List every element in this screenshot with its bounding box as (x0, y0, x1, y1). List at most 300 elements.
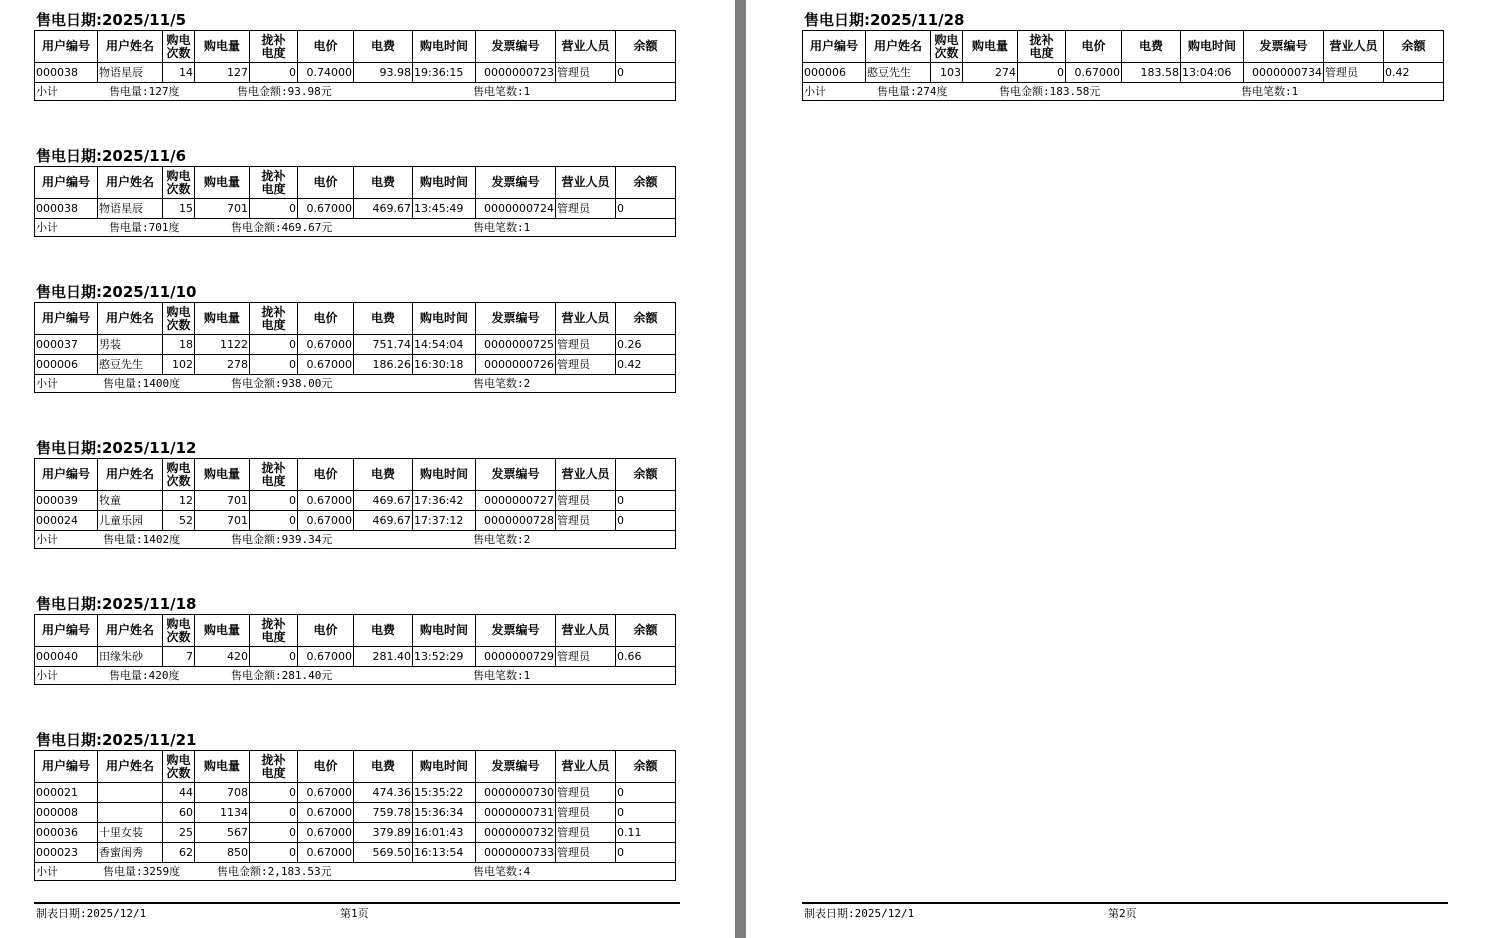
price-cell: 0.67000 (298, 199, 354, 219)
subtotal-cell (35, 667, 676, 685)
table-header-row (803, 31, 1444, 63)
header-subsidy (250, 615, 298, 647)
invoice-number-cell: 0000000732 (476, 823, 556, 843)
user-name-cell: 香蜜闺秀 (98, 843, 163, 863)
user-id-cell: 000039 (35, 491, 98, 511)
purchase-time-cell: 16:01:43 (413, 823, 476, 843)
header-user-name: 用户姓名 (98, 167, 163, 199)
header-balance: 余额 (616, 751, 676, 783)
purchase-time-cell: 13:04:06 (1181, 63, 1244, 83)
subtotal-money: 售电金额:469.67元 (231, 221, 333, 234)
header-operator: 营业人员 (556, 167, 616, 199)
header-fee: 电费 (354, 303, 413, 335)
table-row (35, 511, 676, 531)
sales-table (34, 614, 676, 685)
header-purchase-count (163, 615, 195, 647)
purchase-time-cell: 17:37:12 (413, 511, 476, 531)
invoice-number-cell: 0000000733 (476, 843, 556, 863)
header-purchase-amount: 购电量 (195, 615, 250, 647)
user-id-cell: 000037 (35, 335, 98, 355)
subtotal-row (35, 83, 676, 101)
header-text-line: 次数 (166, 629, 191, 644)
purchase-time-cell: 19:36:15 (413, 63, 476, 83)
header-text-line: 购电 (166, 752, 191, 767)
header-text-line: 电度 (261, 765, 286, 780)
header-operator: 营业人员 (556, 303, 616, 335)
balance-cell: 0.26 (616, 335, 676, 355)
price-cell: 0.67000 (298, 511, 354, 531)
header-fee: 电费 (354, 459, 413, 491)
invoice-number-cell: 0000000728 (476, 511, 556, 531)
table-header-row (35, 31, 676, 63)
purchase-count-cell: 18 (163, 335, 195, 355)
subtotal-count: 售电笔数:1 (1241, 85, 1299, 98)
user-id-cell: 000040 (35, 647, 98, 667)
subtotal-money: 售电金额:183.58元 (999, 85, 1101, 98)
section-date-title: 售电日期:2025/11/6 (36, 147, 187, 165)
header-subsidy (250, 459, 298, 491)
header-invoice-number: 发票编号 (476, 31, 556, 63)
sales-table (34, 458, 676, 549)
operator-cell: 管理员 (556, 647, 616, 667)
header-invoice-number: 发票编号 (476, 615, 556, 647)
header-price: 电价 (298, 615, 354, 647)
price-cell: 0.67000 (298, 843, 354, 863)
price-cell: 0.74000 (298, 63, 354, 83)
invoice-number-cell: 0000000729 (476, 647, 556, 667)
user-name-cell: 物语星辰 (98, 199, 163, 219)
purchase-time-cell: 17:36:42 (413, 491, 476, 511)
subsidy-cell: 0 (250, 783, 298, 803)
subtotal-money: 售电金额:939.34元 (231, 533, 333, 546)
header-balance: 余额 (616, 31, 676, 63)
user-id-cell: 000021 (35, 783, 98, 803)
subtotal-count: 售电笔数:1 (473, 221, 531, 234)
fee-cell: 759.78 (354, 803, 413, 823)
purchase-amount-cell: 567 (195, 823, 250, 843)
page-number: 第2页 (1108, 907, 1137, 920)
header-text-line: 电度 (261, 181, 286, 196)
invoice-number-cell: 0000000730 (476, 783, 556, 803)
sales-table (34, 166, 676, 237)
subsidy-cell: 0 (1018, 63, 1066, 83)
header-text-line: 购电 (934, 32, 959, 47)
purchase-count-cell: 7 (163, 647, 195, 667)
subtotal-cell (35, 83, 676, 101)
section-date-title: 售电日期:2025/11/21 (36, 731, 197, 749)
header-fee: 电费 (354, 615, 413, 647)
purchase-amount-cell: 274 (963, 63, 1018, 83)
user-name-cell: 田缘朱砂 (98, 647, 163, 667)
subtotal-energy: 售电量:420度 (109, 669, 180, 682)
header-text-line: 购电 (166, 304, 191, 319)
header-purchase-amount: 购电量 (195, 459, 250, 491)
header-subsidy (250, 303, 298, 335)
purchase-time-cell: 14:54:04 (413, 335, 476, 355)
header-subsidy (1018, 31, 1066, 63)
header-fee: 电费 (354, 167, 413, 199)
header-user-id: 用户编号 (35, 751, 98, 783)
purchase-time-cell: 15:36:34 (413, 803, 476, 823)
header-subsidy (250, 31, 298, 63)
balance-cell: 0 (616, 491, 676, 511)
header-user-id: 用户编号 (35, 459, 98, 491)
header-text-line: 拢补 (261, 304, 286, 319)
subtotal-count: 售电笔数:1 (473, 85, 531, 98)
header-balance: 余额 (616, 167, 676, 199)
header-price: 电价 (298, 751, 354, 783)
subtotal-count: 售电笔数:4 (473, 865, 531, 878)
user-id-cell: 000008 (35, 803, 98, 823)
invoice-number-cell: 0000000723 (476, 63, 556, 83)
purchase-amount-cell: 850 (195, 843, 250, 863)
header-invoice-number: 发票编号 (476, 167, 556, 199)
table-row (803, 63, 1444, 83)
user-id-cell: 000023 (35, 843, 98, 863)
table-row (35, 783, 676, 803)
subtotal-label: 小计 (36, 533, 58, 546)
purchase-amount-cell: 278 (195, 355, 250, 375)
header-price: 电价 (1066, 31, 1122, 63)
header-text-line: 电度 (1029, 45, 1054, 60)
fee-cell: 93.98 (354, 63, 413, 83)
header-fee: 电费 (354, 751, 413, 783)
purchase-amount-cell: 701 (195, 511, 250, 531)
purchase-time-cell: 13:52:29 (413, 647, 476, 667)
header-invoice-number: 发票编号 (476, 459, 556, 491)
header-operator: 营业人员 (1324, 31, 1384, 63)
purchase-count-cell: 52 (163, 511, 195, 531)
purchase-count-cell: 44 (163, 783, 195, 803)
fee-cell: 281.40 (354, 647, 413, 667)
fee-cell: 469.67 (354, 511, 413, 531)
user-name-cell: 牧童 (98, 491, 163, 511)
purchase-count-cell: 103 (931, 63, 963, 83)
report-date: 制表日期:2025/12/1 (804, 907, 915, 920)
report-date: 制表日期:2025/12/1 (36, 907, 147, 920)
purchase-count-cell: 12 (163, 491, 195, 511)
subtotal-energy: 售电量:127度 (109, 85, 180, 98)
header-invoice-number: 发票编号 (476, 303, 556, 335)
header-text-line: 拢补 (1029, 32, 1054, 47)
header-text-line: 拢补 (261, 460, 286, 475)
purchase-count-cell: 14 (163, 63, 195, 83)
subtotal-cell (35, 863, 676, 881)
header-purchase-time: 购电时间 (413, 459, 476, 491)
section-date-title: 售电日期:2025/11/28 (804, 11, 965, 29)
header-purchase-time: 购电时间 (413, 751, 476, 783)
purchase-time-cell: 13:45:49 (413, 199, 476, 219)
operator-cell: 管理员 (1324, 63, 1384, 83)
price-cell: 0.67000 (298, 803, 354, 823)
user-name-cell: 十里女装 (98, 823, 163, 843)
header-balance: 余额 (616, 459, 676, 491)
price-cell: 0.67000 (298, 783, 354, 803)
fee-cell: 186.26 (354, 355, 413, 375)
subtotal-row (35, 219, 676, 237)
header-user-id: 用户编号 (35, 31, 98, 63)
user-id-cell: 000006 (35, 355, 98, 375)
subtotal-row (35, 531, 676, 549)
header-purchase-amount: 购电量 (195, 303, 250, 335)
subtotal-energy: 售电量:1400度 (103, 377, 181, 390)
header-purchase-time: 购电时间 (413, 167, 476, 199)
subtotal-cell (35, 219, 676, 237)
operator-cell: 管理员 (556, 199, 616, 219)
table-row (35, 491, 676, 511)
header-user-id: 用户编号 (35, 167, 98, 199)
subtotal-money: 售电金额:2,183.53元 (217, 865, 332, 878)
price-cell: 0.67000 (298, 491, 354, 511)
operator-cell: 管理员 (556, 355, 616, 375)
subsidy-cell: 0 (250, 803, 298, 823)
table-row (35, 335, 676, 355)
header-purchase-amount: 购电量 (195, 167, 250, 199)
header-text-line: 次数 (166, 181, 191, 196)
header-user-name: 用户姓名 (98, 31, 163, 63)
header-price: 电价 (298, 167, 354, 199)
purchase-count-cell: 102 (163, 355, 195, 375)
header-text-line: 购电 (166, 32, 191, 47)
table-header-row (35, 303, 676, 335)
invoice-number-cell: 0000000726 (476, 355, 556, 375)
invoice-number-cell: 0000000731 (476, 803, 556, 823)
sales-table (34, 302, 676, 393)
header-price: 电价 (298, 303, 354, 335)
user-id-cell: 000038 (35, 63, 98, 83)
header-fee: 电费 (1122, 31, 1181, 63)
operator-cell: 管理员 (556, 491, 616, 511)
price-cell: 0.67000 (298, 335, 354, 355)
user-name-cell (98, 783, 163, 803)
purchase-amount-cell: 701 (195, 491, 250, 511)
fee-cell: 469.67 (354, 491, 413, 511)
header-invoice-number: 发票编号 (1244, 31, 1324, 63)
fee-cell: 379.89 (354, 823, 413, 843)
subtotal-cell (803, 83, 1444, 101)
header-text-line: 次数 (166, 765, 191, 780)
price-cell: 0.67000 (298, 647, 354, 667)
operator-cell: 管理员 (556, 803, 616, 823)
subtotal-row (35, 667, 676, 685)
header-text-line: 拢补 (261, 616, 286, 631)
header-user-name: 用户姓名 (98, 303, 163, 335)
section-date-title: 售电日期:2025/11/5 (36, 11, 187, 29)
purchase-count-cell: 25 (163, 823, 195, 843)
subsidy-cell: 0 (250, 823, 298, 843)
subtotal-label: 小计 (36, 669, 58, 682)
header-invoice-number: 发票编号 (476, 751, 556, 783)
table-row (35, 803, 676, 823)
header-purchase-count (931, 31, 963, 63)
section-date-title: 售电日期:2025/11/12 (36, 439, 197, 457)
header-user-name: 用户姓名 (98, 459, 163, 491)
user-id-cell: 000038 (35, 199, 98, 219)
user-id-cell: 000036 (35, 823, 98, 843)
header-text-line: 次数 (934, 45, 959, 60)
balance-cell: 0.42 (1384, 63, 1444, 83)
header-subsidy (250, 751, 298, 783)
invoice-number-cell: 0000000734 (1244, 63, 1324, 83)
header-subsidy (250, 167, 298, 199)
subtotal-money: 售电金额:93.98元 (237, 85, 332, 98)
header-user-name: 用户姓名 (98, 615, 163, 647)
header-operator: 营业人员 (556, 31, 616, 63)
header-balance: 余额 (1384, 31, 1444, 63)
user-id-cell: 000024 (35, 511, 98, 531)
purchase-time-cell: 16:13:54 (413, 843, 476, 863)
table-row (35, 63, 676, 83)
header-user-id: 用户编号 (35, 615, 98, 647)
header-purchase-count (163, 751, 195, 783)
sales-table (802, 30, 1444, 101)
balance-cell: 0 (616, 783, 676, 803)
header-user-name: 用户姓名 (98, 751, 163, 783)
operator-cell: 管理员 (556, 823, 616, 843)
header-user-id: 用户编号 (803, 31, 866, 63)
table-row (35, 199, 676, 219)
subtotal-money: 售电金额:938.00元 (231, 377, 333, 390)
header-text-line: 次数 (166, 473, 191, 488)
header-text-line: 电度 (261, 629, 286, 644)
header-text-line: 拢补 (261, 32, 286, 47)
price-cell: 0.67000 (298, 823, 354, 843)
balance-cell: 0 (616, 843, 676, 863)
header-text-line: 拢补 (261, 168, 286, 183)
purchase-time-cell: 15:35:22 (413, 783, 476, 803)
subtotal-count: 售电笔数:2 (473, 377, 531, 390)
fee-cell: 469.67 (354, 199, 413, 219)
purchase-amount-cell: 127 (195, 63, 250, 83)
balance-cell: 0.42 (616, 355, 676, 375)
subsidy-cell: 0 (250, 647, 298, 667)
subsidy-cell: 0 (250, 63, 298, 83)
header-purchase-count (163, 459, 195, 491)
subtotal-label: 小计 (36, 865, 58, 878)
subtotal-energy: 售电量:1402度 (103, 533, 181, 546)
purchase-count-cell: 62 (163, 843, 195, 863)
user-name-cell (98, 803, 163, 823)
table-header-row (35, 167, 676, 199)
header-text-line: 购电 (166, 168, 191, 183)
fee-cell: 474.36 (354, 783, 413, 803)
purchase-amount-cell: 701 (195, 199, 250, 219)
purchase-amount-cell: 708 (195, 783, 250, 803)
purchase-count-cell: 60 (163, 803, 195, 823)
header-user-id: 用户编号 (35, 303, 98, 335)
purchase-amount-cell: 1134 (195, 803, 250, 823)
purchase-amount-cell: 1122 (195, 335, 250, 355)
header-purchase-count (163, 303, 195, 335)
subtotal-energy: 售电量:3259度 (103, 865, 181, 878)
header-purchase-amount: 购电量 (195, 751, 250, 783)
header-operator: 营业人员 (556, 615, 616, 647)
subtotal-row (803, 83, 1444, 101)
section-date-title: 售电日期:2025/11/18 (36, 595, 197, 613)
header-purchase-count (163, 167, 195, 199)
header-text-line: 次数 (166, 317, 191, 332)
user-id-cell: 000006 (803, 63, 866, 83)
header-text-line: 电度 (261, 473, 286, 488)
subtotal-energy: 售电量:274度 (877, 85, 948, 98)
subtotal-label: 小计 (36, 377, 58, 390)
balance-cell: 0 (616, 511, 676, 531)
header-purchase-time: 购电时间 (1181, 31, 1244, 63)
header-text-line: 购电 (166, 460, 191, 475)
table-header-row (35, 459, 676, 491)
page-divider (735, 0, 746, 938)
header-purchase-count (163, 31, 195, 63)
balance-cell: 0 (616, 803, 676, 823)
subtotal-money: 售电金额:281.40元 (231, 669, 333, 682)
user-name-cell: 儿童乐园 (98, 511, 163, 531)
subsidy-cell: 0 (250, 335, 298, 355)
subtotal-cell (35, 375, 676, 393)
header-operator: 营业人员 (556, 751, 616, 783)
fee-cell: 751.74 (354, 335, 413, 355)
operator-cell: 管理员 (556, 335, 616, 355)
user-name-cell: 男装 (98, 335, 163, 355)
header-text-line: 电度 (261, 45, 286, 60)
table-row (35, 823, 676, 843)
header-fee: 电费 (354, 31, 413, 63)
operator-cell: 管理员 (556, 511, 616, 531)
operator-cell: 管理员 (556, 843, 616, 863)
header-text-line: 拢补 (261, 752, 286, 767)
report-page-1 (34, 0, 680, 938)
sales-table (34, 750, 676, 881)
subtotal-label: 小计 (36, 221, 58, 234)
invoice-number-cell: 0000000724 (476, 199, 556, 219)
invoice-number-cell: 0000000725 (476, 335, 556, 355)
header-balance: 余额 (616, 615, 676, 647)
subtotal-label: 小计 (804, 85, 826, 98)
header-price: 电价 (298, 459, 354, 491)
operator-cell: 管理员 (556, 783, 616, 803)
subtotal-row (35, 863, 676, 881)
balance-cell: 0 (616, 199, 676, 219)
price-cell: 0.67000 (1066, 63, 1122, 83)
header-text-line: 购电 (166, 616, 191, 631)
balance-cell: 0.11 (616, 823, 676, 843)
header-operator: 营业人员 (556, 459, 616, 491)
header-user-name: 用户姓名 (866, 31, 931, 63)
table-header-row (35, 751, 676, 783)
invoice-number-cell: 0000000727 (476, 491, 556, 511)
purchase-count-cell: 15 (163, 199, 195, 219)
subtotal-row (35, 375, 676, 393)
subsidy-cell: 0 (250, 511, 298, 531)
fee-cell: 183.58 (1122, 63, 1181, 83)
table-row (35, 843, 676, 863)
subtotal-label: 小计 (36, 85, 58, 98)
section-date-title: 售电日期:2025/11/10 (36, 283, 197, 301)
header-text-line: 次数 (166, 45, 191, 60)
header-purchase-amount: 购电量 (195, 31, 250, 63)
fee-cell: 569.50 (354, 843, 413, 863)
subsidy-cell: 0 (250, 355, 298, 375)
header-text-line: 电度 (261, 317, 286, 332)
sales-table (34, 30, 676, 101)
header-purchase-time: 购电时间 (413, 31, 476, 63)
subsidy-cell: 0 (250, 843, 298, 863)
header-purchase-time: 购电时间 (413, 615, 476, 647)
subtotal-count: 售电笔数:2 (473, 533, 531, 546)
report-page-2 (802, 0, 1448, 938)
balance-cell: 0.66 (616, 647, 676, 667)
subtotal-energy: 售电量:701度 (109, 221, 180, 234)
subsidy-cell: 0 (250, 491, 298, 511)
